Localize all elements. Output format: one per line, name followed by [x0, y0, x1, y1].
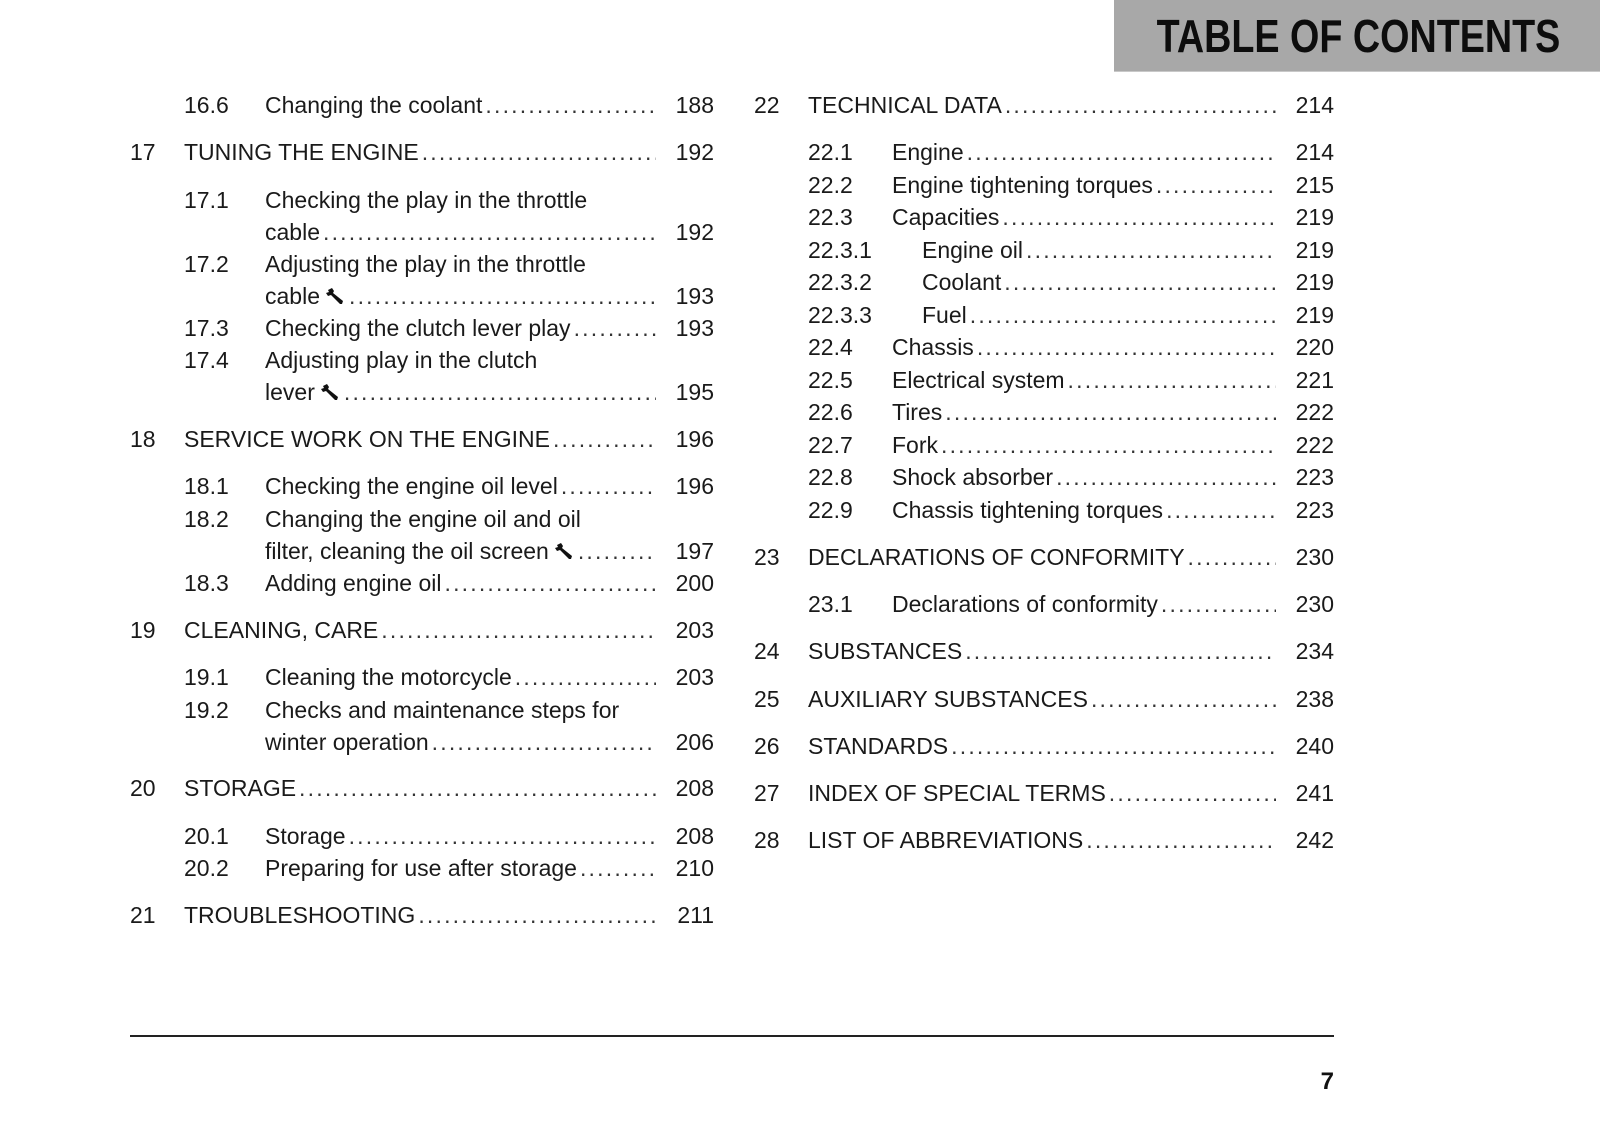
toc-entry[interactable]	[754, 201, 1334, 233]
entry-label: Electrical system	[892, 367, 1065, 393]
entry-label: Changing the coolant	[265, 92, 483, 118]
dot-leader	[1161, 588, 1276, 620]
chapter-label: STORAGE	[184, 775, 297, 801]
wrench-icon	[326, 287, 346, 305]
dot-leader	[1026, 234, 1276, 266]
dot-leader	[941, 429, 1276, 461]
dot-leader	[485, 89, 656, 121]
entry-number: 22.4	[808, 334, 853, 360]
chapter-number: 21	[130, 902, 156, 928]
dot-leader	[515, 661, 656, 693]
chapter-number: 24	[754, 638, 780, 664]
entry-label: Capacities	[892, 204, 1000, 230]
dot-leader	[444, 567, 656, 599]
entry-label: winter operation	[265, 729, 429, 755]
entry-label: Engine tightening torques	[892, 172, 1153, 198]
dot-leader	[1166, 494, 1276, 526]
entry-page: 220	[1295, 334, 1334, 360]
entry-page: 219	[1295, 237, 1334, 263]
chapter-number: 17	[130, 139, 156, 165]
wrench-icon	[555, 542, 575, 560]
entry-page: 219	[1295, 269, 1334, 295]
chapter-number: 20	[130, 775, 156, 801]
entry-page: 203	[675, 664, 714, 690]
chapter-label: SUBSTANCES	[808, 638, 963, 664]
entry-page: 242	[1295, 827, 1334, 853]
entry-label-line1: Checking the play in the throttle	[265, 187, 588, 213]
dot-leader	[1109, 777, 1276, 809]
entry-label: filter, cleaning the oil screen	[265, 538, 549, 564]
entry-number: 22.5	[808, 367, 853, 393]
entry-page: 219	[1295, 302, 1334, 328]
dot-leader	[951, 730, 1276, 762]
dot-leader	[1086, 824, 1276, 856]
entry-number: 20.1	[184, 823, 229, 849]
entry-page: 230	[1295, 544, 1334, 570]
entry-label: Chassis tightening torques	[892, 497, 1164, 523]
chapter-label: INDEX OF SPECIAL TERMS	[808, 780, 1106, 806]
toc-entry[interactable]	[130, 820, 714, 852]
chapter-number: 27	[754, 780, 780, 806]
entry-page: 240	[1295, 733, 1334, 759]
entry-number: 17.1	[184, 187, 229, 213]
toc-subentry[interactable]	[754, 299, 1334, 331]
toc-entry[interactable]	[754, 588, 1334, 620]
entry-label: lever	[265, 379, 315, 405]
dot-leader	[945, 396, 1276, 428]
entry-page: 206	[675, 729, 714, 755]
entry-number: 22.1	[808, 139, 853, 165]
dot-leader	[418, 899, 656, 931]
toc-chapter[interactable]	[130, 899, 714, 931]
entry-number: 22.2	[808, 172, 853, 198]
toc-entry[interactable]	[754, 169, 1334, 201]
dot-leader	[1002, 201, 1276, 233]
entry-page: 200	[675, 570, 714, 596]
dot-leader	[323, 216, 656, 248]
dot-leader	[574, 312, 656, 344]
chapter-label: DECLARATIONS OF CONFORMITY	[808, 544, 1185, 570]
toc-chapter[interactable]	[754, 635, 1334, 667]
dot-leader	[977, 331, 1276, 363]
dot-leader	[381, 614, 656, 646]
entry-page: 192	[675, 219, 714, 245]
entry-label: Cleaning the motorcycle	[265, 664, 512, 690]
entry-label: Tires	[892, 399, 943, 425]
header-band	[1114, 0, 1600, 72]
page-title: TABLE OF CONTENTS	[1156, 10, 1560, 62]
dot-leader	[349, 280, 656, 312]
chapter-label: TROUBLESHOOTING	[184, 902, 416, 928]
toc-chapter[interactable]	[130, 614, 714, 646]
entry-page: 238	[1295, 686, 1334, 712]
entry-label-line1: Changing the engine oil and oil	[265, 506, 581, 532]
toc-entry[interactable]	[754, 136, 1334, 168]
toc-entry[interactable]	[754, 494, 1334, 526]
toc-subentry[interactable]	[754, 234, 1334, 266]
entry-page: 192	[675, 139, 714, 165]
entry-page: 222	[1295, 432, 1334, 458]
entry-number: 22.8	[808, 464, 853, 490]
entry-number: 17.4	[184, 347, 229, 373]
entry-page: 197	[675, 538, 714, 564]
entry-number: 22.9	[808, 497, 853, 523]
entry-label-line1: Checks and maintenance steps for	[265, 697, 620, 723]
entry-label: Preparing for use after storage	[265, 855, 577, 881]
entry-page: 230	[1295, 591, 1334, 617]
toc-entry[interactable]	[754, 364, 1334, 396]
entry-page: 241	[1295, 780, 1334, 806]
entry-number: 22.3.2	[808, 269, 872, 295]
entry-label: Engine	[892, 139, 964, 165]
toc-entry[interactable]	[130, 470, 714, 502]
entry-label: Engine oil	[922, 237, 1024, 263]
chapter-label: STANDARDS	[808, 733, 949, 759]
chapter-label: TUNING THE ENGINE	[184, 139, 419, 165]
dot-leader	[1156, 169, 1276, 201]
dot-leader	[1188, 541, 1276, 573]
entry-number: 18.1	[184, 473, 229, 499]
entry-page: 193	[675, 315, 714, 341]
entry-page: 203	[675, 617, 714, 643]
entry-number: 17.3	[184, 315, 229, 341]
entry-number: 22.3.1	[808, 237, 872, 263]
toc-entry[interactable]	[754, 461, 1334, 493]
entry-number: 22.3.3	[808, 302, 872, 328]
entry-label: cable	[265, 219, 320, 245]
chapter-label: LIST OF ABBREVIATIONS	[808, 827, 1084, 853]
entry-label: Chassis	[892, 334, 974, 360]
entry-page: 188	[675, 92, 714, 118]
dot-leader	[553, 423, 656, 455]
dot-leader	[349, 820, 656, 852]
dot-leader	[344, 376, 656, 408]
entry-number: 22.6	[808, 399, 853, 425]
dot-leader	[1068, 364, 1276, 396]
toc-entry[interactable]	[130, 567, 714, 599]
entry-label: Adding engine oil	[265, 570, 442, 596]
entry-label: cable	[265, 283, 320, 309]
toc-entry[interactable]	[130, 187, 714, 248]
entry-number: 23.1	[808, 591, 853, 617]
dot-leader	[970, 299, 1276, 331]
toc-entry[interactable]	[130, 506, 714, 567]
toc-chapter[interactable]	[754, 683, 1334, 715]
toc-entry[interactable]	[130, 661, 714, 693]
toc-entry[interactable]	[130, 312, 714, 344]
entry-number: 17.2	[184, 251, 229, 277]
toc-entry[interactable]	[754, 429, 1334, 461]
entry-page: 195	[675, 379, 714, 405]
entry-number: 16.6	[184, 92, 229, 118]
chapter-label: AUXILIARY SUBSTANCES	[808, 686, 1088, 712]
entry-page: 219	[1295, 204, 1334, 230]
toc-chapter[interactable]	[130, 772, 714, 804]
entry-label: Fuel	[922, 302, 967, 328]
dot-leader	[1056, 461, 1276, 493]
entry-page: 214	[1295, 92, 1334, 118]
entry-label: Checking the clutch lever play	[265, 315, 571, 341]
dot-leader	[422, 136, 656, 168]
dot-leader	[578, 535, 656, 567]
entry-page: 215	[1295, 172, 1334, 198]
toc-entry[interactable]	[754, 396, 1334, 428]
chapter-number: 22	[754, 92, 780, 118]
entry-page: 193	[675, 283, 714, 309]
entry-page: 222	[1295, 399, 1334, 425]
dot-leader	[965, 635, 1276, 667]
entry-label: Storage	[265, 823, 346, 849]
wrench-icon	[321, 383, 341, 401]
toc-chapter[interactable]	[130, 136, 714, 168]
toc-entry[interactable]	[130, 697, 714, 758]
dot-leader	[561, 470, 656, 502]
entry-page: 210	[675, 855, 714, 881]
entry-page: 221	[1295, 367, 1334, 393]
entry-label: Checking the engine oil level	[265, 473, 558, 499]
dot-leader	[1004, 266, 1276, 298]
toc-chapter[interactable]	[754, 824, 1334, 856]
dot-leader	[580, 852, 656, 884]
toc-subentry[interactable]	[754, 266, 1334, 298]
entry-label-line1: Adjusting play in the clutch	[265, 347, 538, 373]
entry-number: 18.2	[184, 506, 229, 532]
chapter-number: 26	[754, 733, 780, 759]
toc-chapter[interactable]	[754, 541, 1334, 573]
entry-page: 214	[1295, 139, 1334, 165]
toc-chapter[interactable]	[754, 730, 1334, 762]
entry-label: Shock absorber	[892, 464, 1054, 490]
chapter-number: 28	[754, 827, 780, 853]
toc-chapter[interactable]	[754, 89, 1334, 121]
chapter-label: TECHNICAL DATA	[808, 92, 1002, 118]
entry-label: Fork	[892, 432, 938, 458]
entry-label-line1: Adjusting the play in the throttle	[265, 251, 586, 277]
entry-page: 208	[675, 775, 714, 801]
entry-page: 208	[675, 823, 714, 849]
entry-page: 211	[677, 902, 714, 928]
dot-leader	[967, 136, 1276, 168]
dot-leader	[1005, 89, 1276, 121]
entry-number: 20.2	[184, 855, 229, 881]
dot-leader	[432, 726, 656, 758]
chapter-label: CLEANING, CARE	[184, 617, 379, 643]
chapter-number: 19	[130, 617, 156, 643]
entry-page: 196	[675, 473, 714, 499]
page-number: 7	[1320, 1068, 1334, 1095]
chapter-label: SERVICE WORK ON THE ENGINE	[184, 426, 550, 452]
entry-label: Coolant	[922, 269, 1002, 295]
entry-page: 223	[1295, 497, 1334, 523]
toc-entry[interactable]	[130, 852, 714, 884]
toc-entry[interactable]	[130, 89, 714, 121]
toc-entry[interactable]	[130, 347, 714, 408]
entry-number: 18.3	[184, 570, 229, 596]
toc-chapter[interactable]	[754, 777, 1334, 809]
entry-page: 223	[1295, 464, 1334, 490]
dot-leader	[299, 772, 656, 804]
chapter-number: 18	[130, 426, 156, 452]
entry-number: 22.3	[808, 204, 853, 230]
toc-entry[interactable]	[130, 251, 714, 312]
footer-divider	[130, 1035, 1334, 1037]
dot-leader	[1091, 683, 1276, 715]
entry-number: 19.2	[184, 697, 229, 723]
entry-page: 234	[1295, 638, 1334, 664]
entry-number: 19.1	[184, 664, 229, 690]
chapter-number: 23	[754, 544, 780, 570]
entry-page: 196	[675, 426, 714, 452]
entry-label: Declarations of conformity	[892, 591, 1158, 617]
chapter-number: 25	[754, 686, 780, 712]
entry-number: 22.7	[808, 432, 853, 458]
toc-chapter[interactable]	[130, 423, 714, 455]
toc-entry[interactable]	[754, 331, 1334, 363]
